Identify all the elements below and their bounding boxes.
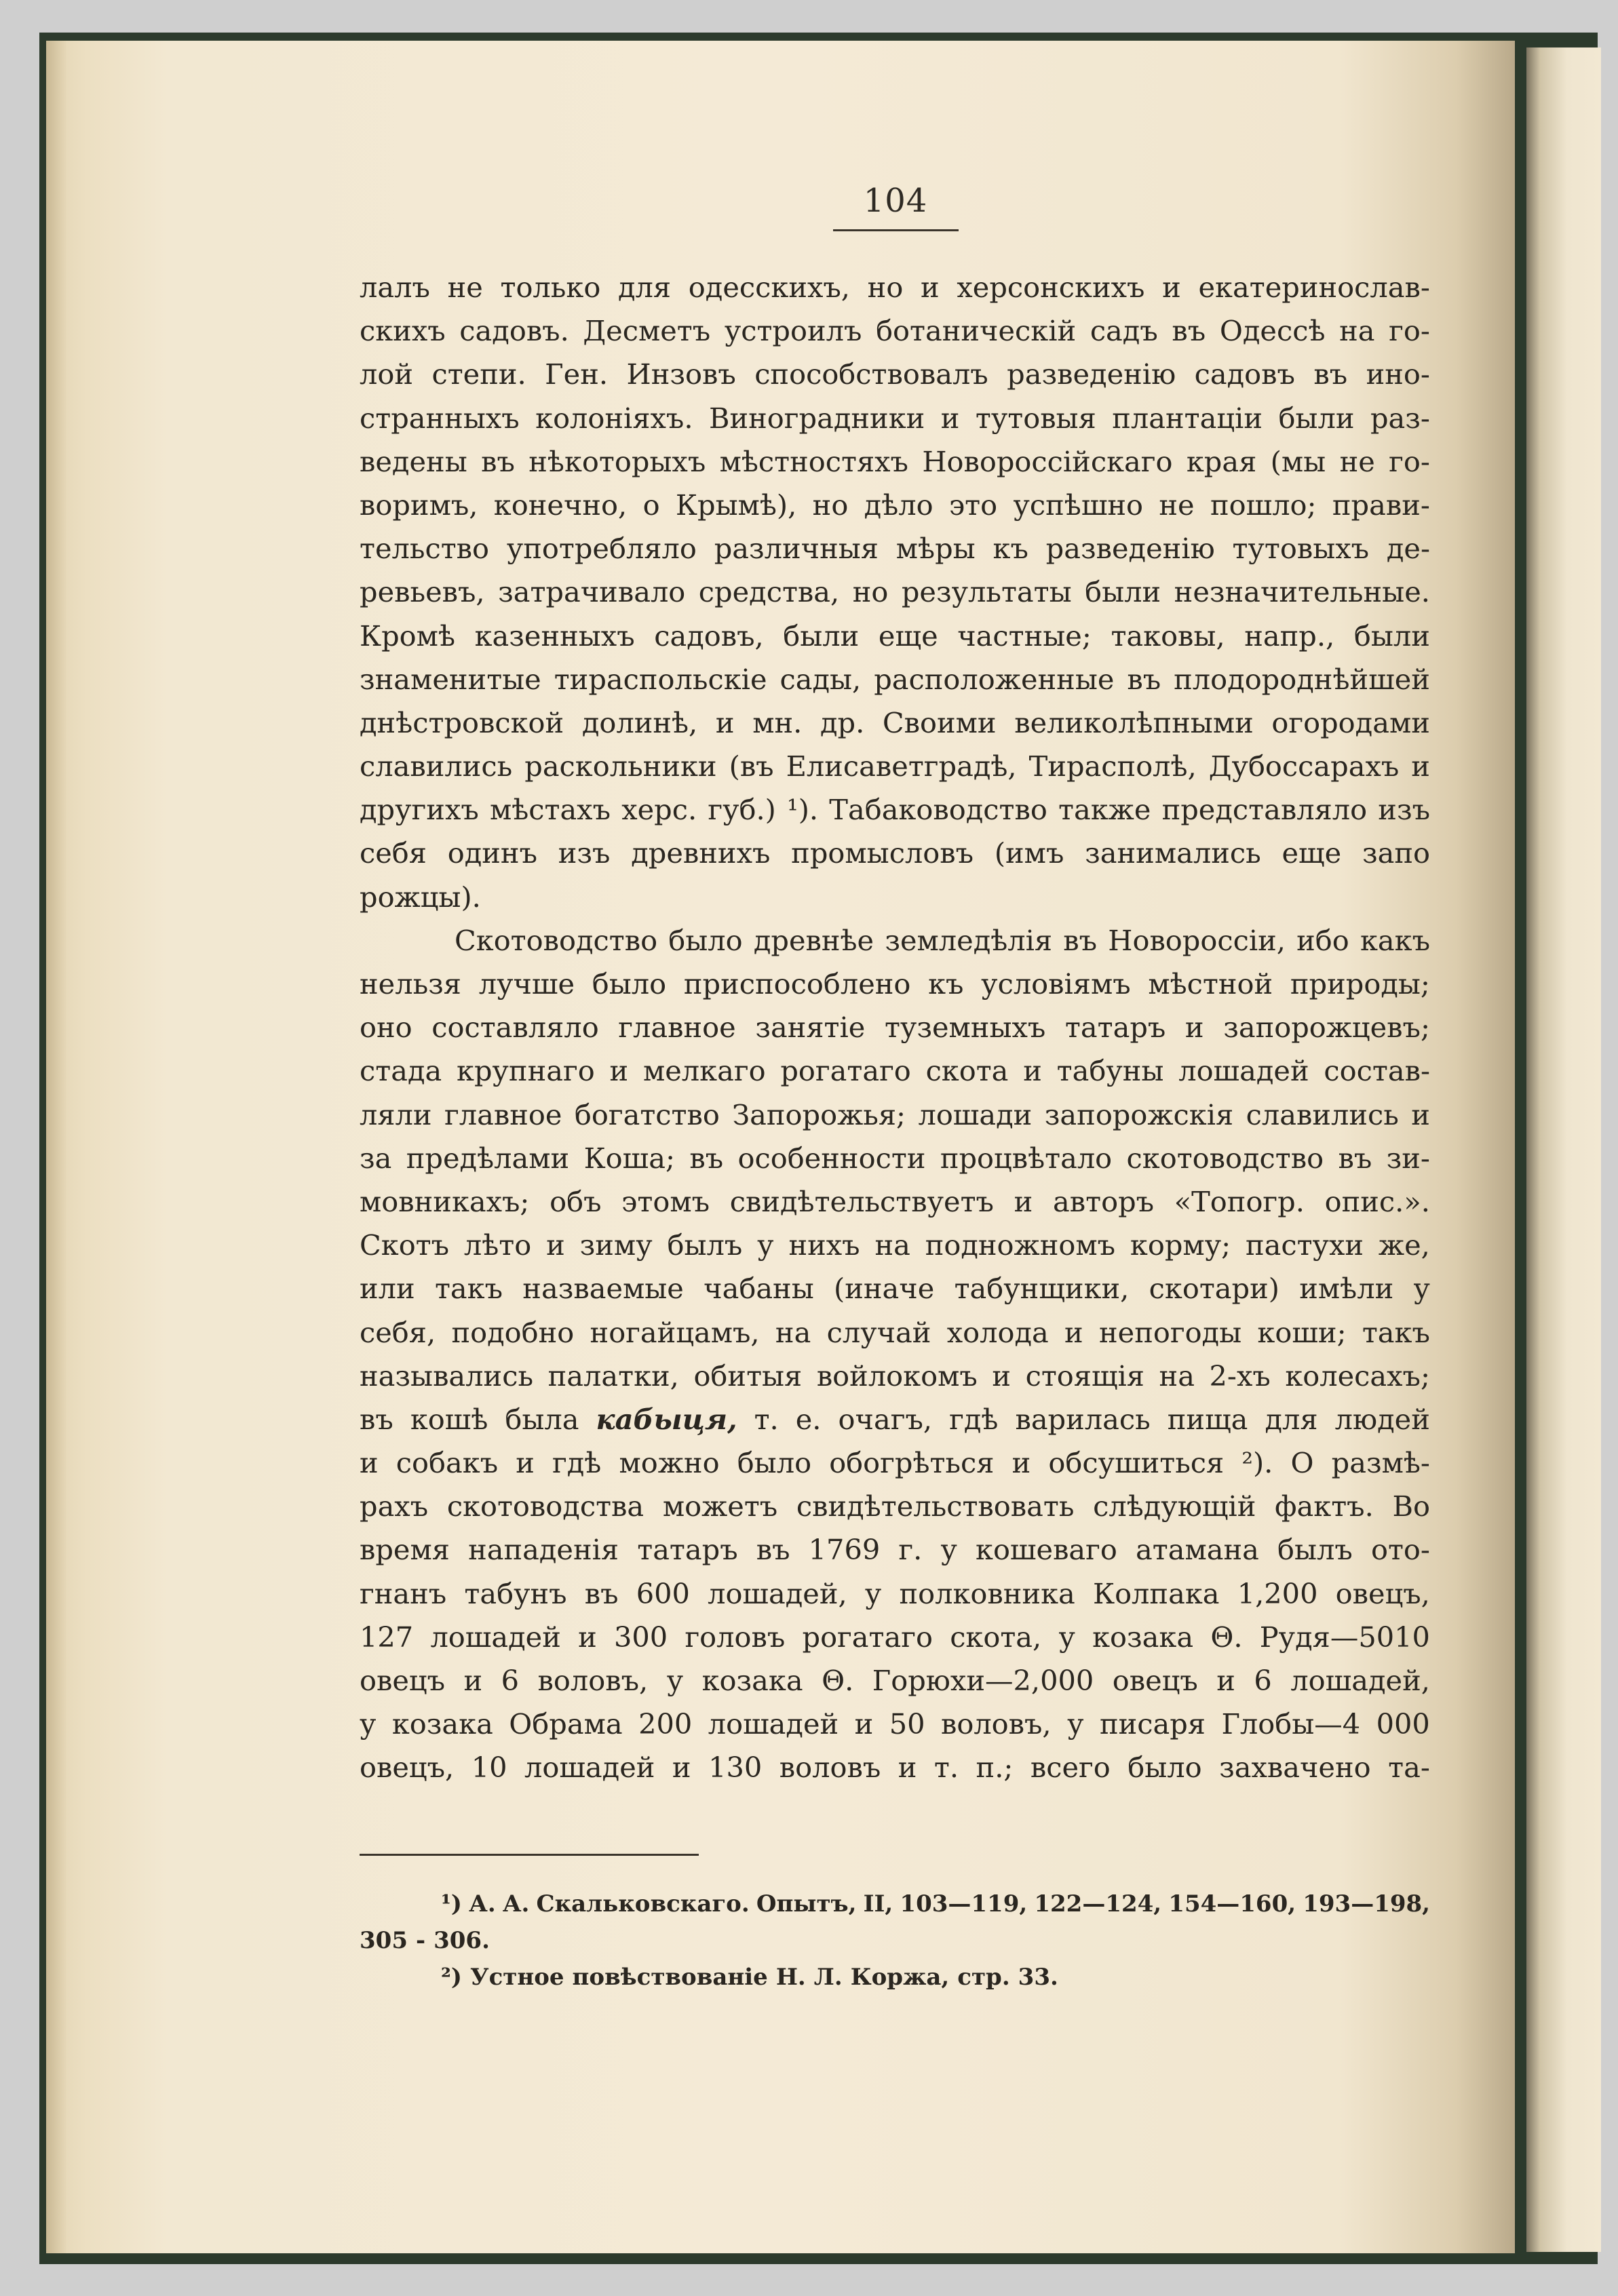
- text-line: Скотъ лѣто и зиму былъ у нихъ на подножномъ корму; пастухи же,: [360, 1228, 1430, 1262]
- page-gutter: [46, 41, 66, 2253]
- text-line: стада крупнаго и мелкаго рогатаго скота и табуны лошадей состав-: [360, 1054, 1430, 1088]
- text-line: овецъ, 10 лошадей и 130 воловъ и т. п.; всего было захвачено та-: [360, 1751, 1430, 1785]
- text-line: и собакъ и гдѣ можно было обогрѣться и обсушиться ²). О размѣ-: [360, 1446, 1430, 1480]
- text-line: днѣстровской долинѣ, и мн. др. Своими великолѣпными огородами: [360, 705, 1430, 739]
- text-line: рожцы).: [360, 880, 481, 914]
- text-line: рахъ скотоводства можетъ свидѣтельствовать слѣдующій фактъ. Во: [360, 1490, 1430, 1523]
- text-line: овецъ и 6 воловъ, у козака Θ. Горюхи—2,000 овецъ и 6 лошадей,: [360, 1664, 1430, 1697]
- footnote-line: 305 - 306.: [360, 1927, 490, 1954]
- text-line: ведены въ нѣкоторыхъ мѣстностяхъ Новороссійскаго края (мы не го-: [360, 444, 1430, 478]
- text-line: время нападенія татаръ въ 1769 г. у кошеваго атамана былъ ото-: [360, 1533, 1430, 1567]
- text-line: знаменитые тираспольскіе сады, расположенные въ плодороднѣйшей: [360, 662, 1430, 696]
- text-line: ревьевъ, затрачивало средства, но результаты были незначительные.: [360, 575, 1430, 609]
- text-line: Скотоводство было древнѣе земледѣлія въ Новороссіи, ибо какъ: [455, 923, 1430, 957]
- text-line: лалъ не только для одесскихъ, но и херсонскихъ и екатеринослав-: [360, 271, 1430, 304]
- text-line: оно составляло главное занятіе туземныхъ татаръ и запорожцевъ;: [360, 1011, 1430, 1045]
- text-line: воримъ, конечно, о Крымѣ), но дѣло это успѣшно не пошло; прави-: [360, 488, 1430, 522]
- footnote-line: ²) Устное повѣствованіе Н. Л. Коржа, стр. 33.: [441, 1964, 1058, 1991]
- footnotes: [360, 1886, 1430, 1996]
- footnote-rule: [360, 1854, 699, 1856]
- text-line: Кромѣ казенныхъ садовъ, были еще частные; таковы, напр., были: [360, 619, 1430, 653]
- footnote-line: ¹) А. А. Скальковскаго. Опытъ, II, 103—119, 122—124, 154—160, 193—198,: [441, 1890, 1430, 1918]
- text-line: тельство употребляло различныя мѣры къ разведенію тутовыхъ де-: [360, 532, 1430, 566]
- text-line: себя, подобно ногайцамъ, на случай холода и непогоды коши; такъ: [360, 1315, 1430, 1349]
- text-line: ляли главное богатство Запорожья; лошади запорожскія славились и: [360, 1097, 1430, 1131]
- page-number: 104: [863, 182, 928, 220]
- text-line: у козака Обрама 200 лошадей и 50 воловъ, у писаря Глобы—4 000: [360, 1707, 1430, 1741]
- text-line: мовникахъ; объ этомъ свидѣтельствуетъ и авторъ «Топогр. опис.».: [360, 1184, 1430, 1218]
- body-text: [360, 266, 1430, 1790]
- facing-page-edge: [1526, 47, 1601, 2252]
- text-line: гнанъ табунъ въ 600 лошадей, у полковника Колпака 1,200 овецъ,: [360, 1576, 1430, 1610]
- text-line: себя одинъ изъ древнихъ промысловъ (имъ занимались еще запо: [360, 836, 1430, 870]
- text-line: назывались палатки, обитыя войлокомъ и стоящія на 2-хъ колесахъ;: [360, 1359, 1430, 1393]
- text-line: 127 лошадей и 300 головъ рогатаго скота, у козака Θ. Рудя—5010: [360, 1620, 1430, 1654]
- text-line: лой степи. Ген. Инзовъ способствовалъ разведенію садовъ въ ино-: [360, 357, 1430, 391]
- text-line: странныхъ колоніяхъ. Виноградники и тутовыя плантаціи были раз-: [360, 401, 1430, 435]
- text-line: въ кошѣ была кабыця, т. е. очагъ, гдѣ варилась пища для людей: [360, 1402, 1430, 1436]
- page-number-underline: [833, 229, 959, 231]
- text-line: нельзя лучше было приспособлено къ условіямъ мѣстной природы;: [360, 967, 1430, 1000]
- text-line: или такъ назваемые чабаны (иначе табунщики, скотари) имѣли у: [360, 1272, 1430, 1306]
- text-line: славились раскольники (въ Елисаветградѣ, Тирасполѣ, Дубоссарахъ и: [360, 750, 1430, 783]
- text-line: другихъ мѣстахъ херс. губ.) ¹). Табаководство также представляло изъ: [360, 793, 1430, 827]
- text-line: за предѣлами Коша; въ особенности процвѣтало скотоводство въ зи-: [360, 1141, 1430, 1175]
- text-line: скихъ садовъ. Десметъ устроилъ ботаническій садъ въ Одессѣ на го-: [360, 314, 1430, 348]
